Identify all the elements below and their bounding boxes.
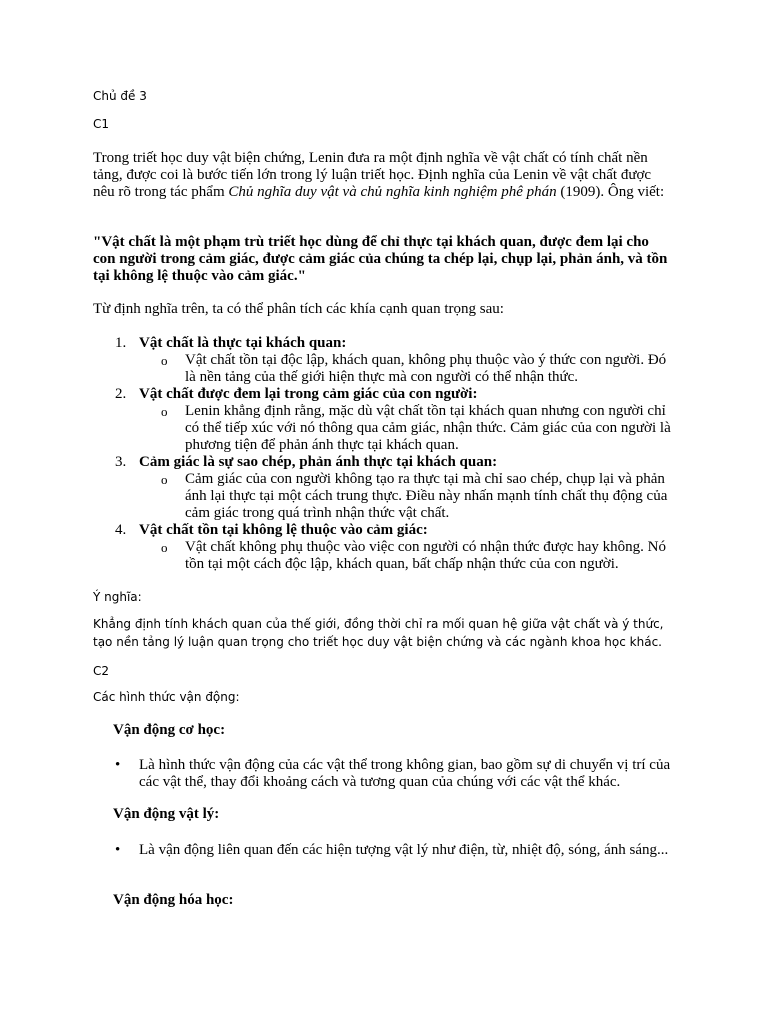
form-detail: Là vận động liên quan đến các hiện tượng vật lý như điện, từ, nhiệt độ, sóng, ánh sáng...: [139, 842, 669, 858]
form-heading-text: Vận động cơ học:: [113, 722, 226, 738]
item-title: Vật chất tồn tại không lệ thuộc vào cảm giác:: [139, 522, 428, 538]
sub-bullet-marker: o: [161, 353, 168, 368]
intro-book-title: Chủ nghĩa duy vật và chủ nghĩa kinh nghiệm phê phán: [228, 184, 557, 200]
form-heading-chemical: [113, 892, 233, 909]
item-number: 3.: [115, 454, 127, 470]
section-c2-label: C2: [93, 664, 110, 678]
intro-text-1: Trong triết học duy vật biện chứng, Lenin đưa ra một định nghĩa về vật chất có tính chất nền tảng, được coi là bước tiến lớn trong lý luận triết học. Định nghĩa của Lenin về vật chất được nêu rõ trong tác phẩm: [93, 150, 652, 200]
item-number: 2.: [115, 386, 127, 402]
list-item: [93, 386, 673, 454]
item-detail: Cảm giác của con người không tạo ra thực tại mà chỉ sao chép, chụp lại và phản ánh lại thực tại một cách trung thực. Điều này nhấn mạnh tính chất thụ động của cảm giác trong quá trình nhận thức vật chất.: [185, 471, 668, 521]
item-number: 1.: [115, 335, 127, 351]
bullet-marker: •: [115, 757, 121, 773]
quote-text: "Vật chất là một phạm trù triết học dùng để chỉ thực tại khách quan, được đem lại cho con người trong cảm giác, được cảm giác của chúng ta chép lại, chụp lại, phản ánh, và tồn tại không lệ thuộc vào cảm giác.": [93, 234, 668, 284]
section-c1-label: C1: [93, 117, 110, 131]
topic-label: Chủ đề 3: [93, 89, 147, 103]
form-bullet-list: [93, 757, 673, 791]
form-bullet-list: [93, 842, 673, 859]
list-item: [93, 454, 673, 522]
form-heading-physical: [113, 806, 219, 823]
analysis-intro: Từ định nghĩa trên, ta có thể phân tích các khía cạnh quan trọng sau:: [93, 301, 504, 317]
intro-text-2: (1909). Ông viết:: [556, 184, 665, 200]
item-title: Vật chất được đem lại trong cảm giác của con người:: [139, 386, 478, 402]
lenin-quote: [93, 234, 673, 285]
meaning-label: Ý nghĩa:: [93, 590, 142, 604]
sub-item: [93, 539, 673, 573]
item-detail: Lenin khẳng định rằng, mặc dù vật chất tồn tại khách quan nhưng con người chỉ có thể tiếp xúc với nó thông qua cảm giác, nhận thức. Cảm giác của con người là phương tiện để phản ánh thực tại khách quan.: [185, 403, 671, 453]
sub-bullet-marker: o: [161, 404, 168, 419]
item-title: Vật chất là thực tại khách quan:: [139, 335, 347, 351]
list-item: [93, 842, 673, 859]
form-heading-mechanical: [113, 722, 225, 739]
list-item: [93, 757, 673, 791]
sub-item: [93, 352, 673, 386]
sub-item: [93, 403, 673, 454]
item-detail: Vật chất không phụ thuộc vào việc con người có nhận thức được hay không. Nó tồn tại một cách độc lập, khách quan, bất chấp nhận thức của con người.: [185, 539, 666, 572]
form-heading-text: Vận động hóa học:: [113, 892, 234, 908]
list-item: [93, 335, 673, 386]
item-title: Cảm giác là sự sao chép, phản ánh thực tại khách quan:: [139, 454, 498, 470]
item-number: 4.: [115, 522, 127, 538]
sub-bullet-marker: o: [161, 472, 168, 487]
item-detail: Vật chất tồn tại độc lập, khách quan, không phụ thuộc vào ý thức con người. Đó là nền tảng của thế giới hiện thực mà con người có thể nhận thức.: [185, 352, 667, 385]
analysis-list: [93, 335, 673, 573]
sub-item: [93, 471, 673, 522]
bullet-marker: •: [115, 842, 121, 858]
sub-bullet-marker: o: [161, 540, 168, 555]
form-detail: Là hình thức vận động của các vật thể trong không gian, bao gồm sự di chuyển vị trí của các vật thể, thay đổi khoảng cách và tương quan của chúng với các vật thể khác.: [139, 757, 671, 790]
meaning-text: Khẳng định tính khách quan của thế giới, đồng thời chỉ ra mối quan hệ giữa vật chất và ý thức, tạo nền tảng lý luận quan trọng cho triết học duy vật biện chứng và các ngành khoa học khác.: [93, 617, 664, 649]
list-item: [93, 522, 673, 573]
form-heading-text: Vận động vật lý:: [113, 806, 220, 822]
intro-paragraph: [93, 150, 673, 201]
forms-label: Các hình thức vận động:: [93, 690, 240, 704]
